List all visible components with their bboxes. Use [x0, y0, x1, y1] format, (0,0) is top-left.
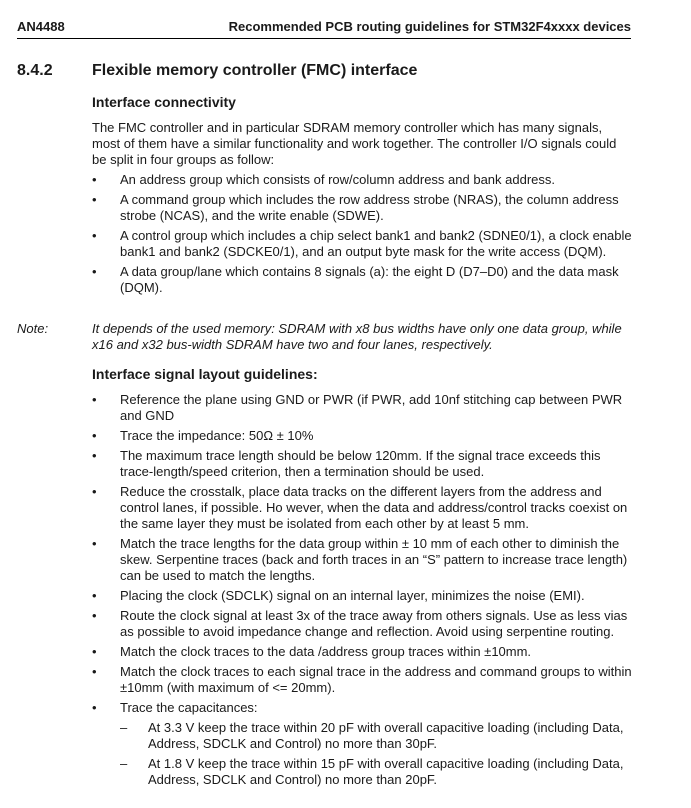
capacitance-sublist: [92, 720, 632, 788]
sub-list-item: – At 3.3 V keep the trace within 20 pF with overall capacitive loading (including Data, Address, SDCLK and Control) no more than 30pF.: [92, 720, 632, 752]
list-item: • A command group which includes the row address strobe (NRAS), the column address strobe (NCAS), and the write enable (SDWE).: [92, 192, 632, 224]
connectivity-block: [92, 94, 632, 296]
sub-list-item: – At 1.8 V keep the trace within 15 pF with overall capacitive loading (including Data, Address, SDCLK and Control) no more than 20pF.: [92, 756, 632, 788]
list-item: • Match the clock traces to the data /address group traces within ±10mm.: [92, 644, 632, 660]
list-item: • Route the clock signal at least 3x of the trace away from others signals. Use as less vias as possible to avoid impedance change and reflection. Avoid using serpentine routing.: [92, 608, 632, 640]
header-rule: [17, 38, 631, 39]
document-id: AN4488: [17, 19, 65, 34]
list-item: • Match the trace lengths for the data group within ± 10 mm of each other to diminish the skew. Serpentine traces (back and forth traces in an “S” pattern to increase trace length) can be used to match the lengths.: [92, 536, 632, 584]
list-item: • Match the clock traces to each signal trace in the address and command groups to within ±10mm (with maximum of <= 20mm).: [92, 664, 632, 696]
section-title: Flexible memory controller (FMC) interface: [92, 62, 418, 79]
list-item: • Trace the capacitances:: [92, 700, 632, 716]
list-item: • Reduce the crosstalk, place data tracks on the different layers from the address and control lanes, if possible. Ho wever, when the data and address/control tracks coexist on the same layer they must be isolated from each other by at least 5 mm.: [92, 484, 632, 532]
connectivity-list: [92, 172, 632, 296]
connectivity-heading: Interface connectivity: [92, 94, 236, 110]
layout-heading: Interface signal layout guidelines:: [92, 366, 318, 382]
list-item: • Reference the plane using GND or PWR (if PWR, add 10nf stitching cap between PWR and GND: [92, 392, 632, 424]
note-label: Note:: [17, 321, 49, 336]
section-number: 8.4.2: [17, 62, 53, 79]
note-text: It depends of the used memory: SDRAM with x8 bus widths have only one data group, while x16 and x32 bus-width SDRAM have two and four lanes, respectively.: [92, 321, 622, 352]
list-item: • An address group which consists of row/column address and bank address.: [92, 172, 632, 188]
list-item: • The maximum trace length should be below 120mm. If the signal trace exceeds this trace-length/speed criterion, then a termination should be used.: [92, 448, 632, 480]
running-header-title: Recommended PCB routing guidelines for STM32F4xxxx devices: [228, 19, 631, 34]
list-item: • Placing the clock (SDCLK) signal on an internal layer, minimizes the noise (EMI).: [92, 588, 632, 604]
list-item: • A control group which includes a chip select bank1 and bank2 (SDNE0/1), a clock enable bank1 and bank2 (SDCKE0/1), and an output byte mask for the write access (DQM).: [92, 228, 632, 260]
layout-list: [92, 392, 632, 716]
connectivity-intro: The FMC controller and in particular SDRAM memory controller which has many signals, most of them have a similar functionality and work together. The controller I/O signals could be split in four groups as follow:: [92, 120, 617, 167]
layout-guidelines-block: [92, 366, 632, 788]
list-item: • A data group/lane which contains 8 signals (a): the eight D (D7–D0) and the data mask (DQM).: [92, 264, 632, 296]
list-item: • Trace the impedance: 50Ω ± 10%: [92, 428, 632, 444]
